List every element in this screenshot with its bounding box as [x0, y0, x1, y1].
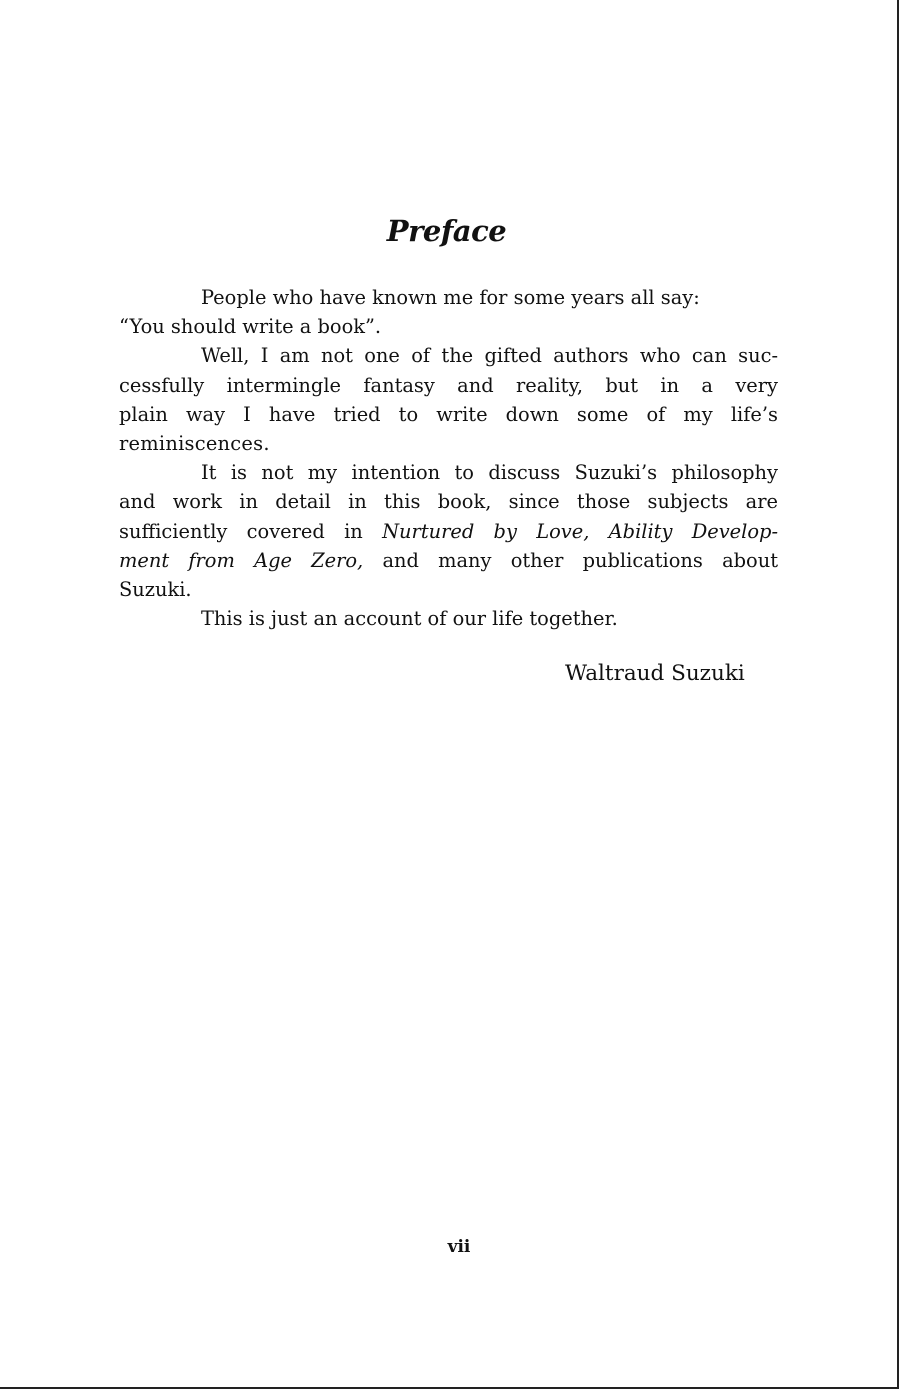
preface-body [119, 283, 778, 633]
paragraph-4-line-1: This is just an account of our life together. [201, 607, 618, 631]
paragraph-1-line-2: “You should write a book”. [119, 315, 382, 339]
paragraph-3-line-2: and work in detail in this book, since those subjects are [119, 490, 778, 514]
paragraph-3-line-5: Suzuki. [119, 577, 192, 601]
author-signature: Waltraud Suzuki [565, 661, 745, 686]
paragraph-2-line-3: plain way I have tried to write down some of my life’s [119, 402, 778, 426]
paragraph-2-line-4: reminiscences. [119, 431, 270, 455]
book-title-ability-development: ment from Age Zero, [119, 548, 364, 572]
paragraph-3-line-3-text: sufficiently covered in [119, 519, 383, 543]
paragraph-1-line-1: People who have known me for some years all say: [201, 286, 700, 309]
page-number: vii [447, 1237, 471, 1257]
paragraph-3-line-3 [119, 517, 778, 546]
paragraph-3-line-1: It is not my intention to discuss Suzuki’s philosophy [201, 461, 778, 485]
book-title-nurtured-by-love: Nurtured by Love, Ability Develop- [382, 519, 779, 543]
paragraph-3-line-4 [119, 546, 778, 575]
page-title: Preface [386, 214, 507, 248]
paragraph-2-line-2: cessfully intermingle fantasy and reality, but in a very [119, 373, 778, 397]
paragraph-2-line-1: Well, I am not one of the gifted authors who can suc- [201, 344, 778, 368]
paragraph-3-line-4-text: and many other publications about [363, 548, 779, 572]
